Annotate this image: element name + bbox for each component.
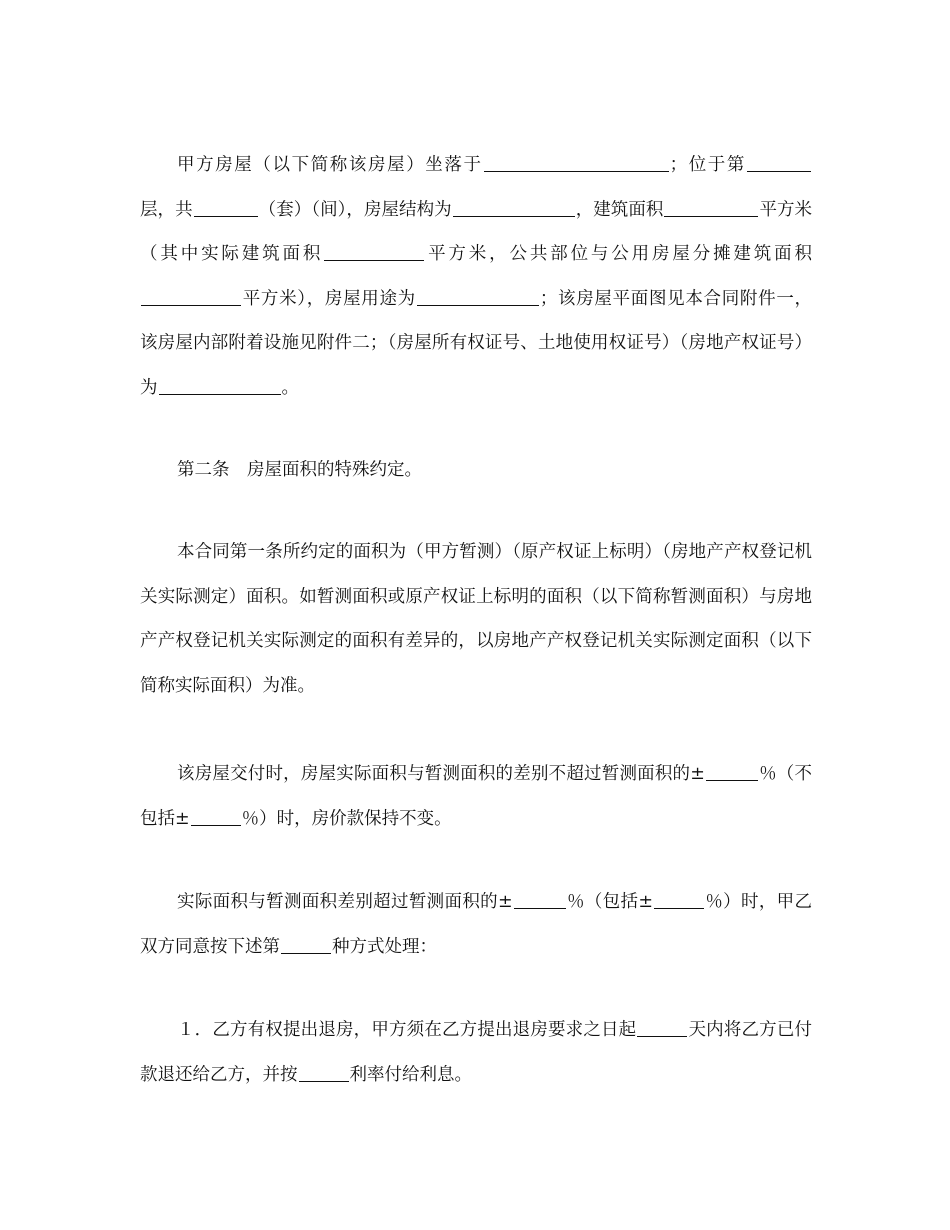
text-segment: ％（不包括± [140,764,812,829]
text-segment: 。 [281,377,299,398]
text-segment: ，建筑面积 [575,199,664,220]
text-segment: 种方式处理： [332,936,437,957]
text-segment: 实际面积与暂测面积差别超过暂测面积的± [177,892,513,912]
structure-blank[interactable] [453,198,575,217]
building-area-blank[interactable] [664,198,758,217]
text-segment: 甲方房屋（以下简称该房屋）坐落于 [177,155,483,175]
usage-blank[interactable] [417,287,539,306]
text-segment: ；该房屋平面图见本合同附件一，该房屋内部附着设施见附件二；（房屋所有权证号、土地使用权证号）（房地产权证号）为 [140,288,813,398]
text-segment: 层，共 [140,199,193,220]
tolerance-paragraph [140,752,812,841]
text-segment: ％）时，房价款保持不变。 [241,808,452,829]
text-segment: 平方米，公共部位与公用房屋分摊建筑面积 [425,244,813,264]
text-segment: 平方米），房屋用途为 [242,288,416,309]
interest-rate-blank[interactable] [299,1063,349,1082]
text-segment: 平方米（其中实际建筑面积 [140,199,813,264]
units-blank[interactable] [194,198,258,217]
text-segment: （套）（间），房屋结构为 [258,199,452,220]
tolerance-percent-blank[interactable] [706,762,758,781]
article-heading: 第二条 房屋面积的特殊约定。 [177,460,422,480]
location-blank[interactable] [484,153,669,172]
text-segment: 天内将乙方已付款退还给乙方，并按 [140,1020,813,1085]
text-segment: ％（包括± [566,892,653,912]
property-description-paragraph [140,143,812,410]
shared-area-blank[interactable] [141,287,241,306]
text-segment: 该房屋交付时，房屋实际面积与暂测面积的差别不超过暂测面积的± [177,764,705,784]
included-percent-blank[interactable] [654,890,704,909]
text-segment: １．乙方有权提出退房，甲方须在乙方提出退房要求之日起 [177,1020,637,1040]
certificate-number-blank[interactable] [159,376,281,395]
excess-percent-blank[interactable] [514,890,566,909]
area-definition-paragraph: 本合同第一条所约定的面积为（甲方暂测）（原产权证上标明）（房地产产权登记机关实际测定）面积。如暂测面积或原产权证上标明的面积（以下简称暂测面积）与房地产产权登记机关实际测定的面积有差异的，以房地产产权登记机关实际测定面积（以下简称实际面积）为准。 [140,542,812,696]
text-segment: 利率付给利息。 [349,1064,472,1085]
excess-difference-paragraph [140,880,812,969]
method-number-blank[interactable] [281,935,331,954]
floor-blank[interactable] [747,153,811,172]
excluded-percent-blank[interactable] [191,807,241,826]
days-blank[interactable] [637,1018,687,1037]
text-segment: ；位于第 [669,155,747,175]
actual-area-blank[interactable] [324,242,424,261]
refund-clause-paragraph [140,1008,812,1097]
text-segment: ％）时，甲乙双方同意按下述第 [140,892,812,957]
